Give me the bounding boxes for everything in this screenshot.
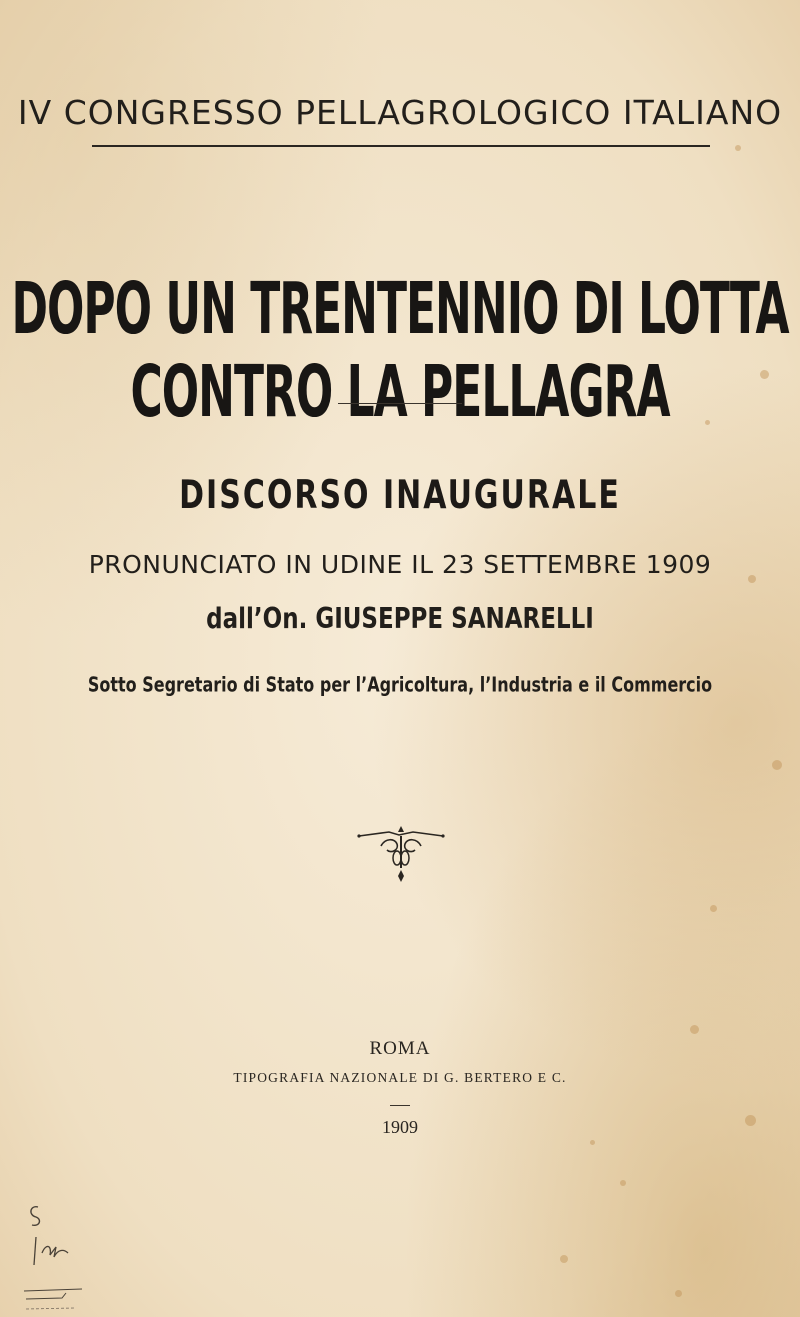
main-title: DOPO UN TRENTENNIO DI LOTTA CONTRO LA PELLAGRA	[11, 268, 789, 434]
author-office: Sotto Segretario di Stato per l’Agricoltura, l’Industria e il Commercio	[87, 672, 713, 697]
imprint-printer: TIPOGRAFIA NAZIONALE DI G. BERTERO E C.	[233, 1070, 567, 1085]
imprint-year: 1909	[382, 1117, 418, 1137]
title-underline	[92, 145, 710, 147]
imprint-city: ROMA	[369, 1038, 431, 1059]
imprint-dash	[390, 1105, 410, 1106]
congress-title: IV CONGRESSO PELLAGROLOGICO ITALIANO	[17, 93, 783, 132]
handwritten-annotation-icon	[22, 1195, 102, 1315]
discourse-heading: DISCORSO INAUGURALE	[179, 472, 621, 519]
separator-rule	[338, 403, 462, 404]
author-line: dall’On. GIUSEPPE SANARELLI	[206, 602, 594, 636]
printer-ornament-icon	[355, 812, 447, 884]
delivery-line: PRONUNCIATO IN UDINE IL 23 SETTEMBRE 1909	[88, 550, 712, 579]
